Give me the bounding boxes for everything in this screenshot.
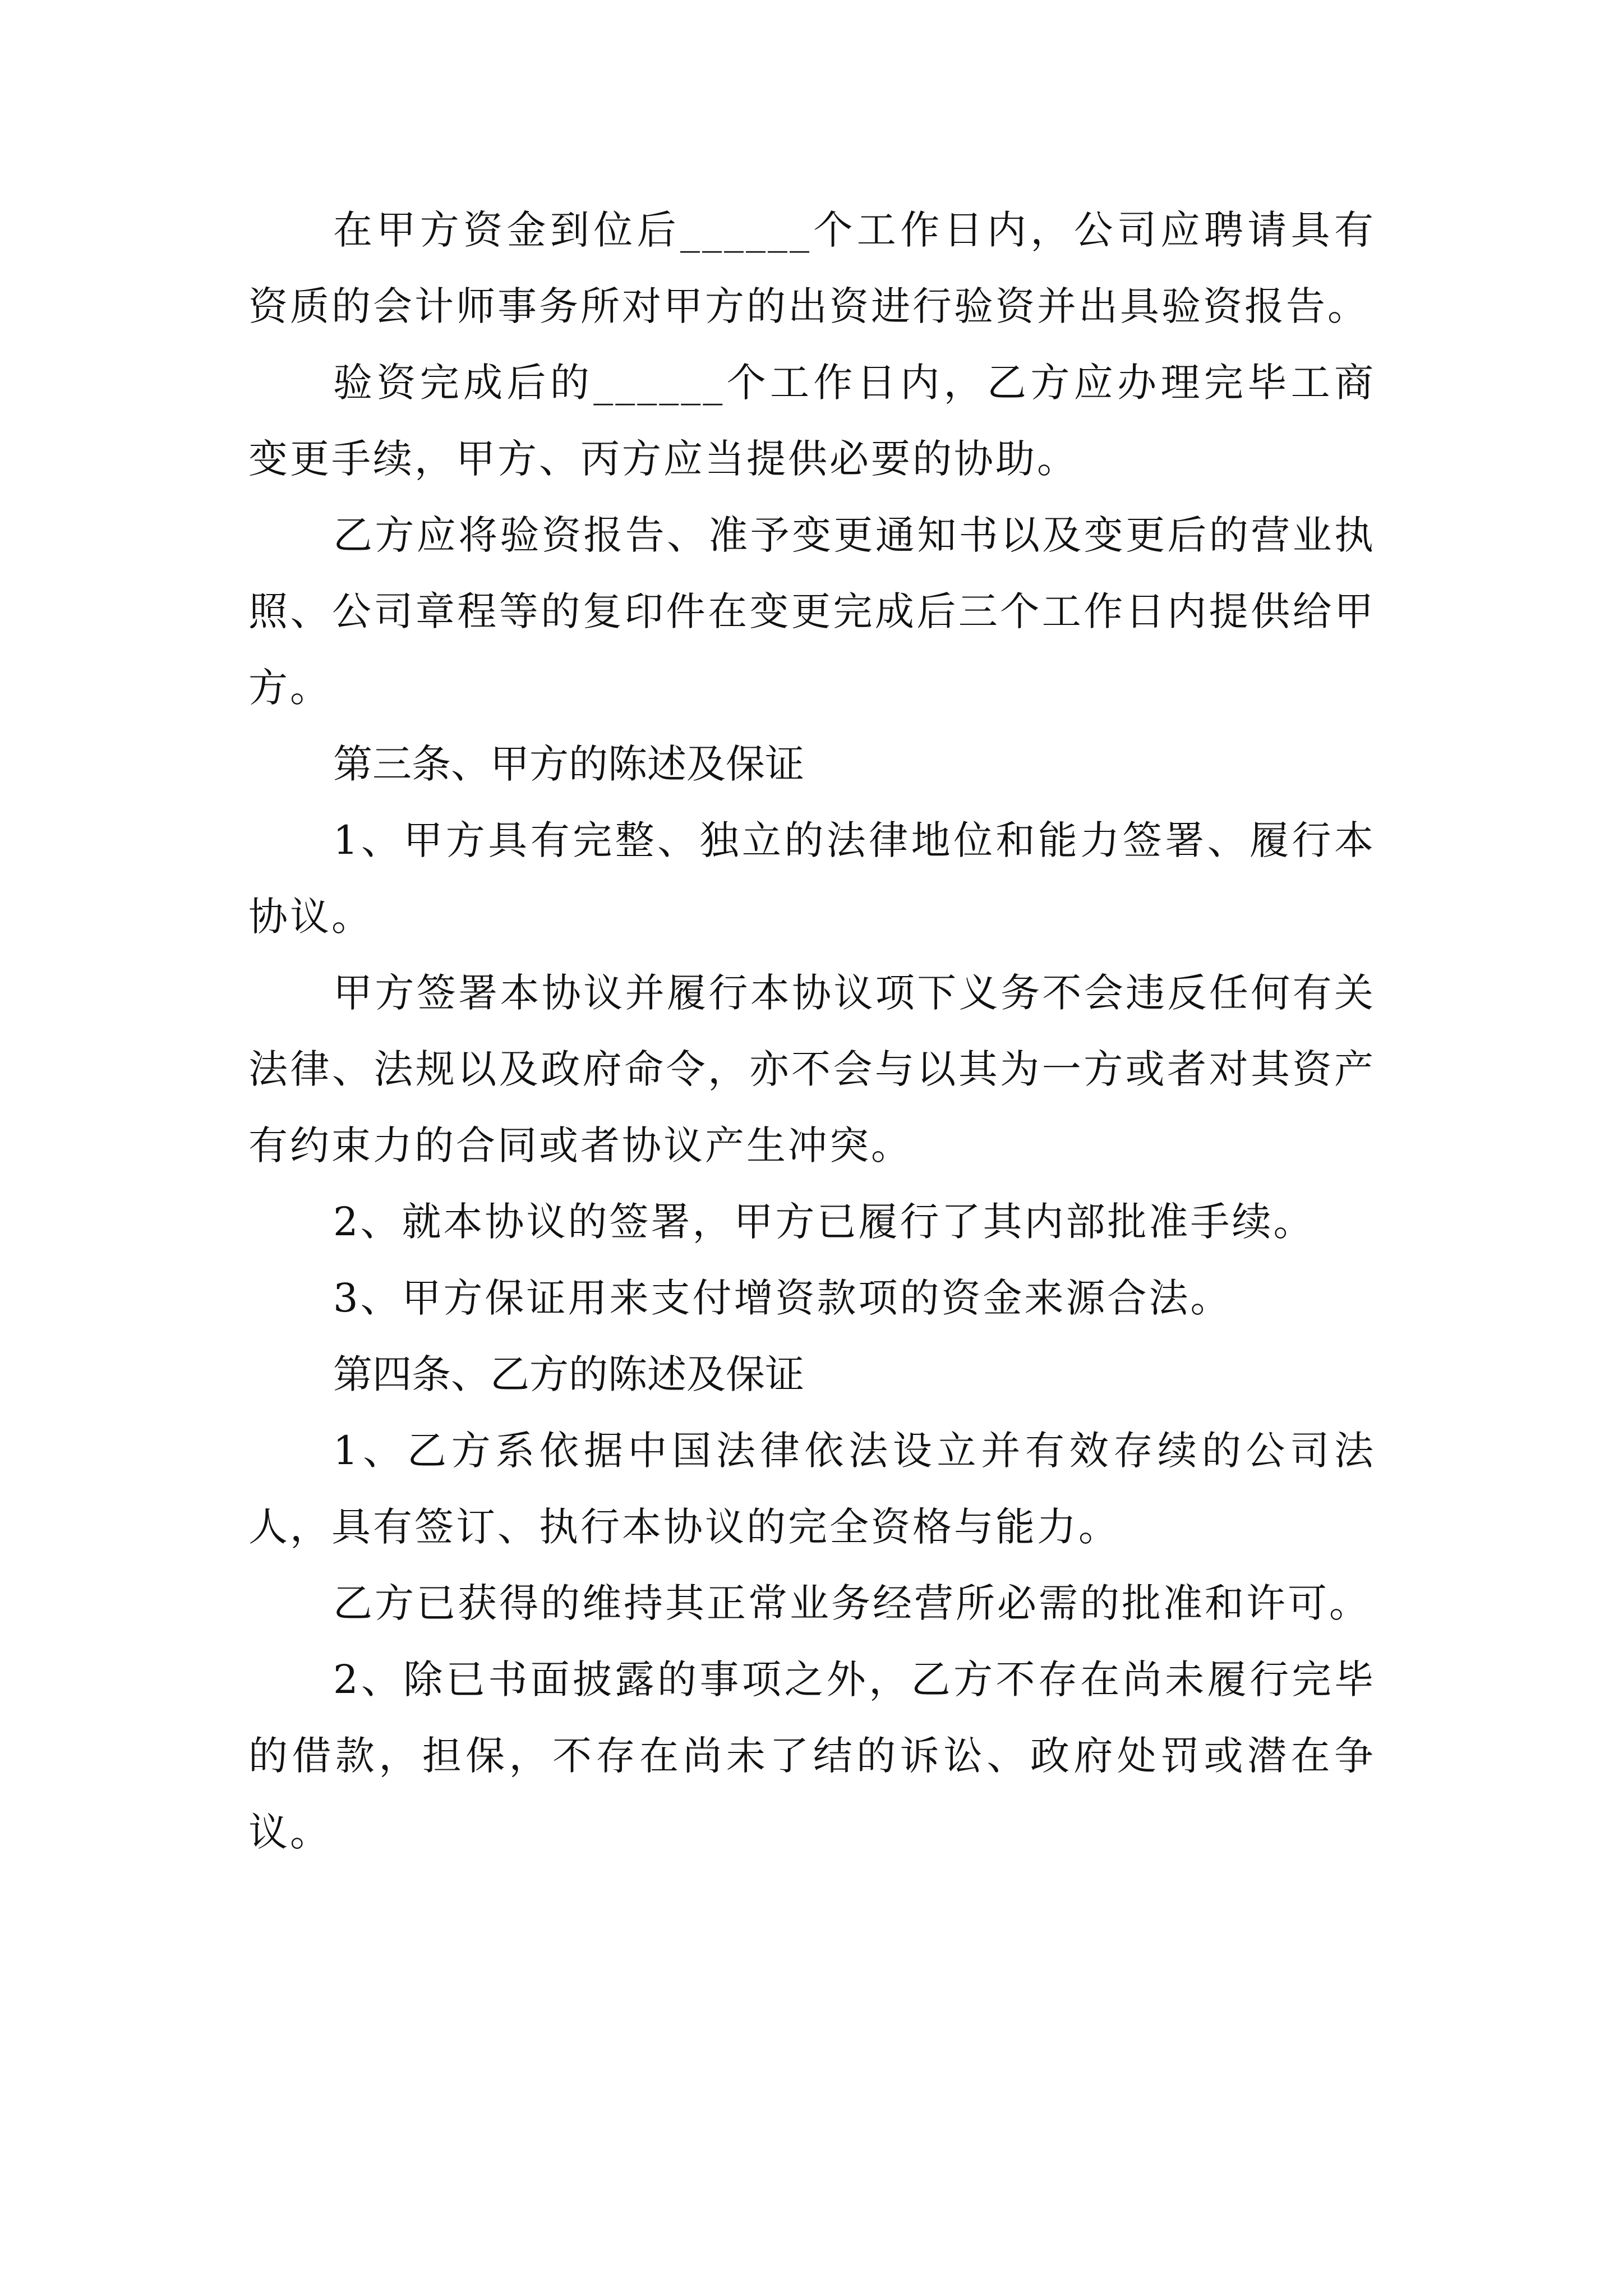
paragraph-documents-delivery: 乙方应将验资报告、准予变更通知书以及变更后的营业执照、公司章程等的复印件在变更完成后三个工作日内提供给甲方。 [248, 512, 1376, 711]
article-heading-3: 第三条、甲方的陈述及保证 [333, 741, 804, 787]
document-body [248, 192, 1376, 1870]
clause-3-3: 3、甲方保证用来支付增资款项的资金来源合法。 [333, 1275, 1232, 1321]
paragraph-capital-verification: 在甲方资金到位后______个工作日内，公司应聘请具有资质的会计师事务所对甲方的出资进行验资并出具验资报告。 [248, 207, 1376, 329]
article-heading-4: 第四条、乙方的陈述及保证 [333, 1351, 804, 1397]
clause-4-2: 2、除已书面披露的事项之外，乙方不存在尚未履行完毕的借款，担保，不存在尚未了结的诉讼、政府处罚或潜在争议。 [248, 1657, 1376, 1855]
paragraph-licenses: 乙方已获得的维持其正常业务经营所必需的批准和许可。 [333, 1580, 1371, 1626]
clause-3-1: 1、甲方具有完整、独立的法律地位和能力签署、履行本协议。 [248, 817, 1376, 940]
clause-4-1: 1、乙方系依据中国法律依法设立并有效存续的公司法人，具有签订、执行本协议的完全资格与能力。 [248, 1428, 1376, 1550]
paragraph-registration-change: 验资完成后的______个工作日内，乙方应办理完毕工商变更手续，甲方、丙方应当提供必要的协助。 [248, 360, 1376, 482]
clause-3-2: 2、就本协议的签署，甲方已履行了其内部批准手续。 [333, 1199, 1315, 1245]
paragraph-no-conflict: 甲方签署本协议并履行本协议项下义务不会违反任何有关法律、法规以及政府命令，亦不会与以其为一方或者对其资产有约束力的合同或者协议产生冲突。 [248, 970, 1376, 1168]
